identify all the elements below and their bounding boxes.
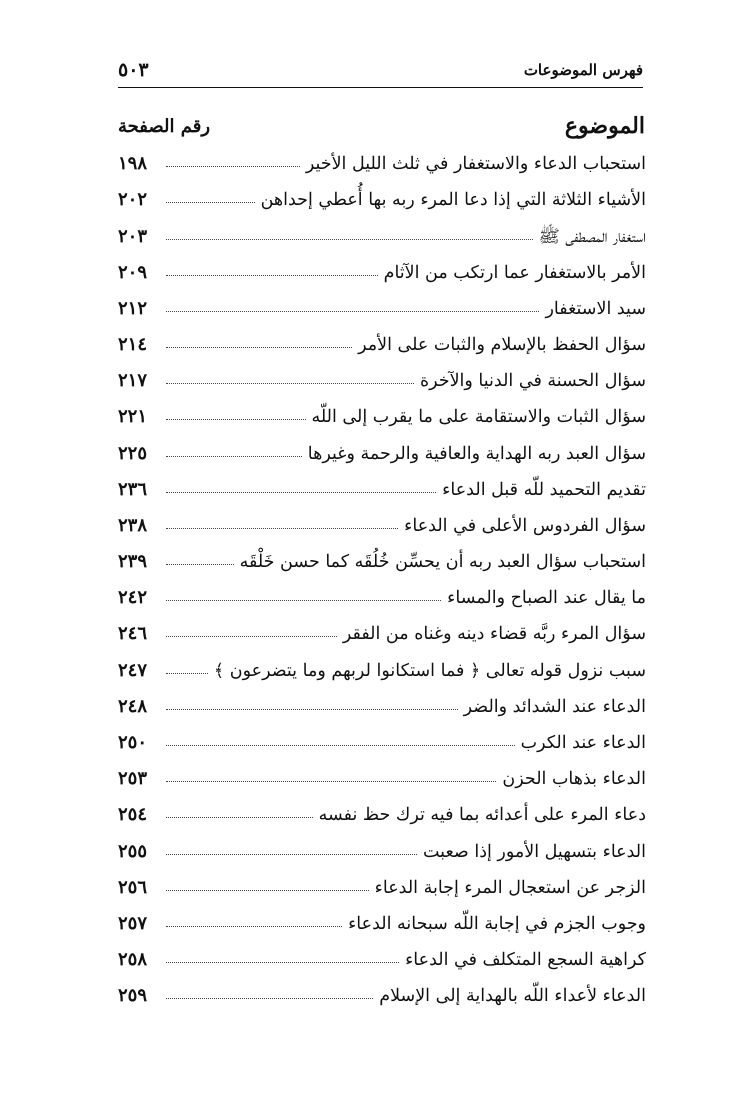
toc-entries (118, 153, 646, 1022)
toc-entry (118, 660, 646, 696)
entry-title: الزجر عن استعجال المرء إجابة الدعاء (374, 877, 646, 898)
toc-entry (118, 623, 646, 659)
toc-entry (118, 515, 646, 551)
toc-entry (118, 551, 646, 587)
toc-entry (118, 189, 646, 225)
entry-page-number: ٢٤٦ (118, 623, 148, 645)
entry-page-number: ٢٢٥ (118, 442, 148, 464)
toc-entry (118, 262, 646, 298)
dot-leader (166, 744, 515, 746)
dot-leader (166, 780, 496, 782)
toc-entry (118, 768, 646, 804)
toc-entry (118, 298, 646, 334)
dot-leader (166, 201, 255, 203)
dot-leader (166, 491, 436, 493)
dot-leader (166, 310, 539, 312)
dot-leader (166, 708, 458, 710)
entry-page-number: ٢٤٨ (118, 695, 148, 717)
dot-leader (166, 455, 302, 457)
dot-leader (166, 418, 306, 420)
entry-page-number: ٢٣٨ (118, 514, 148, 536)
entry-title: الدعاء عند الكرب (520, 733, 646, 753)
dot-leader (166, 563, 234, 565)
entry-title: ما يقال عند الصباح والمساء (447, 588, 646, 609)
entry-page-number: ٢٥٩ (118, 985, 148, 1007)
entry-page-number: ٢٠٢ (118, 189, 148, 211)
page-column-heading: رقم الصفحة (118, 116, 211, 137)
entry-title: دعاء المرء على أعدائه بما فيه ترك حظ نفسه (318, 805, 646, 826)
toc-entry (118, 370, 646, 406)
toc-entry (118, 913, 646, 949)
entry-page-number: ٢٣٦ (118, 478, 148, 500)
entry-title: الأشياء الثلاثة التي إذا دعا المرء ربه بها أُعطي إحداهن (260, 190, 646, 211)
toc-entry (118, 804, 646, 840)
dot-leader (166, 346, 352, 348)
entry-title: الدعاء بتسهيل الأمور إذا صعبت (423, 841, 646, 862)
running-header-title: فهرس الموضوعات (523, 61, 643, 79)
entry-title: سؤال الحفظ بالإسلام والثبات على الأمر (358, 334, 646, 355)
entry-title: كراهية السجع المتكلف في الدعاء (405, 950, 646, 971)
entry-page-number: ١٩٨ (118, 153, 148, 174)
entry-page-number: ٢٤٢ (118, 587, 148, 609)
entry-title: سؤال الفردوس الأعلى في الدعاء (404, 515, 646, 536)
entry-page-number: ٢٠٣ (118, 226, 148, 248)
toc-entry (118, 732, 646, 768)
toc-entry (118, 949, 646, 985)
entry-page-number: ٢٥٤ (118, 804, 148, 826)
entry-title: الأمر بالاستغفار عما ارتكب من الآثام (383, 262, 646, 283)
dot-leader (166, 165, 300, 167)
entry-page-number: ٢٤٧ (118, 659, 148, 681)
dot-leader (166, 238, 533, 240)
entry-page-number: ٢٠٩ (118, 261, 148, 283)
entry-title: سؤال المرء ربَّه قضاء دينه وغناه من الفقر (342, 624, 646, 645)
dot-leader (166, 853, 417, 855)
entry-page-number: ٢٣٩ (118, 551, 148, 573)
entry-page-number: ٢١٤ (118, 333, 148, 355)
entry-page-number: ٢٥٠ (118, 732, 148, 753)
dot-leader (166, 961, 399, 963)
dot-leader (166, 889, 369, 891)
toc-entry (118, 406, 646, 442)
entry-title: سبب نزول قوله تعالى ﴿ فما استكانوا لربهم وما يتضرعون ﴾ (213, 660, 646, 681)
entry-title: سؤال الحسنة في الدنيا والآخرة (419, 371, 646, 392)
running-header (118, 55, 643, 88)
toc-entry (118, 696, 646, 732)
toc-entry (118, 877, 646, 913)
entry-page-number: ٢٥٣ (118, 768, 148, 790)
entry-page-number: ٢٥٦ (118, 876, 148, 898)
toc-entry (118, 841, 646, 877)
topic-column-heading: الموضوع (564, 113, 645, 139)
entry-title: الدعاء لأعداء اللّه بالهداية إلى الإسلام (379, 986, 646, 1007)
toc-entry (118, 334, 646, 370)
dot-leader (166, 672, 208, 674)
entry-title: استحباب سؤال العبد ربه أن يحسِّن خُلُقَه كما حسن خَلْقَه (239, 552, 646, 573)
toc-entry (118, 985, 646, 1021)
dot-leader (166, 635, 337, 637)
entry-title: تقديم التحميد للّه قبل الدعاء (442, 479, 646, 500)
entry-page-number: ٢١٧ (118, 370, 148, 392)
toc-entry (118, 225, 646, 261)
dot-leader (166, 382, 414, 384)
entry-page-number: ٢١٢ (118, 297, 148, 319)
entry-title: الدعاء بذهاب الحزن (502, 769, 646, 790)
page-number: ٥٠٣ (118, 59, 149, 81)
entry-page-number: ٢٥٥ (118, 840, 148, 862)
entry-page-number: ٢٥٧ (118, 912, 148, 934)
dot-leader (166, 274, 378, 276)
entry-page-number: ٢٢١ (118, 406, 148, 428)
entry-title: الدعاء عند الشدائد والضر (463, 696, 646, 717)
toc-entry (118, 479, 646, 515)
entry-page-number: ٢٥٨ (118, 949, 148, 971)
entry-title: استغفار المصطفى ﷺ (538, 227, 646, 248)
entry-title: استحباب الدعاء والاستغفار في ثلث الليل الأخير (305, 154, 646, 174)
entry-title: سؤال الثبات والاستقامة على ما يقرب إلى اللّه (311, 407, 646, 428)
dot-leader (166, 816, 313, 818)
dot-leader (166, 925, 342, 927)
dot-leader (166, 527, 398, 529)
dot-leader (166, 997, 373, 999)
toc-entry (118, 443, 646, 479)
entry-title: سؤال العبد ربه الهداية والعافية والرحمة وغيرها (307, 443, 646, 464)
dot-leader (166, 599, 441, 601)
toc-entry (118, 587, 646, 623)
entry-title: سيد الاستغفار (545, 298, 646, 319)
entry-title: وجوب الجزم في إجابة اللّه سبحانه الدعاء (348, 913, 646, 934)
toc-entry (118, 153, 646, 189)
